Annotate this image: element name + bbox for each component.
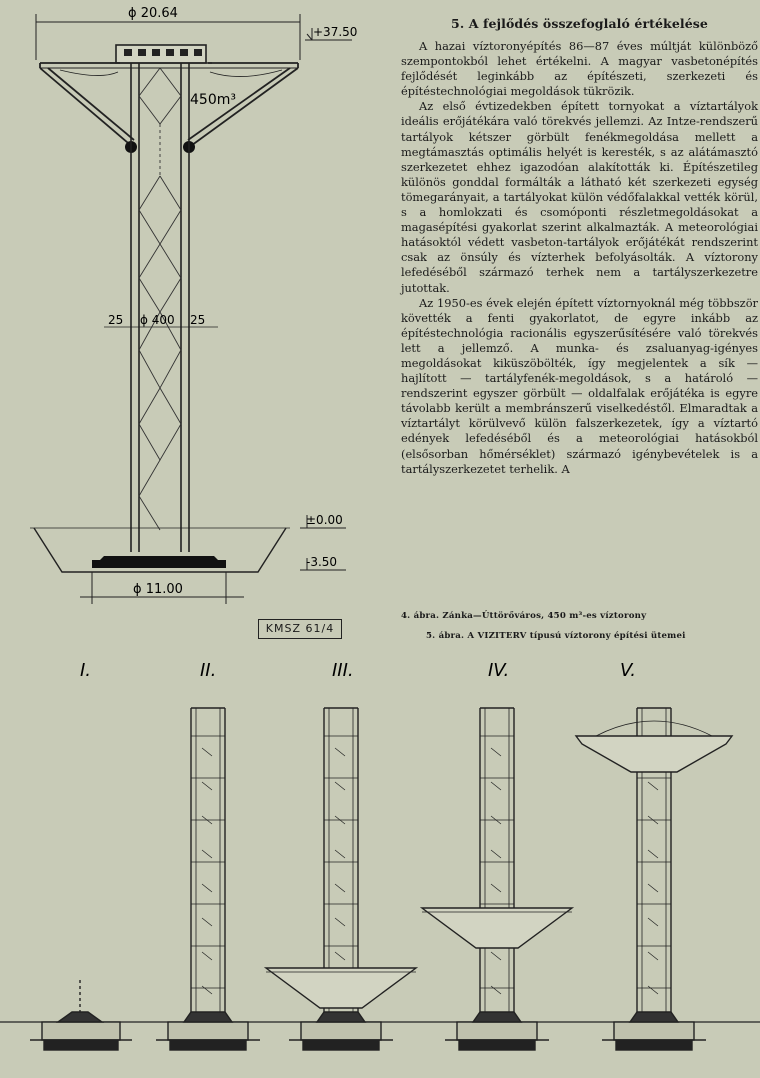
stage-label-3: III. — [332, 660, 354, 681]
paragraph-3: Az 1950-es évek elején épített víztornyoknál még többször követték a fenti gyakorlatot, de egyre inkább az építéstechnológia racionális egyszerűsítésére való törekvés lett a jellemző. A munka- és zsaluanyag-igényes megoldásokat kiküszöbölték, így megjelentek a sík — hajlított — tartályfenék-megoldások, s a határoló — rendszerint egyszer görbült — oldalfalak erőjátéka is egyre távolabb került a membránszerű viselkedéstől. Elmaradtak a víztartályt körülvevő külön falszerkezetek, így a víztartó edények lefedéséből és a meteorológiai hatásokból (elsősorban hőmérséklet) származó igénybevételek is a tartályszerkezetet terhelik. A — [401, 295, 758, 476]
dim-foundation-diameter: ϕ 11.00 — [133, 582, 183, 597]
construction-stages-drawing — [0, 650, 760, 1078]
stage-label-1: I. — [80, 660, 92, 681]
paragraph-1: A hazai víztoronyépítés 86—87 éves múltját különböző szempontokból lehet értékelni. A magyar vasbetonépítés fejlődését leginkább az építészeti, szerkezeti és építéstechnológiai megoldások tükrözik. — [401, 39, 758, 99]
shaft-diameter: ϕ 400 — [140, 313, 175, 327]
figure-4-caption: 4. ábra. Zánka—Úttörőváros, 450 m³-es víztorony — [401, 611, 647, 621]
tank-body — [40, 63, 298, 148]
stage-2-drawing — [156, 708, 260, 1050]
stage-4-drawing — [422, 708, 572, 1050]
section-heading: 5. A fejlődés összefoglaló értékelése — [451, 16, 708, 31]
stage-1-drawing — [30, 980, 132, 1050]
stage-label-2: II. — [200, 660, 217, 681]
shaft-staircase — [139, 68, 181, 530]
paragraph-2: Az első évtizedekben épített tornyokat a víztartályok ideális erőjátékára való törekvés jellemzi. Az Intze-rendszerű tartályok kétszer görbült fenékmegoldása mellett a megtámasztás optimális helyét is keresték, s az alátámasztó szerkezetet ehhez igazodóan alakították ki. Építészetileg különös gonddal formálták a látható két szerkezeti egység tömegarányait, a tartályokat külön védőfalakkal vették körül, s a homlokzati és csomóponti részletmegoldásokat a magasépítési gyakorlat szerint alkalmazták. A meteorológiai hatásoktól védett vasbeton-tartályok erőjátékát rendszerint csak az önsúly és vízterhek befolyásolták. A víztorony lefedéséből származó terhek nem a tartályszerkezetre jutottak. — [401, 99, 758, 295]
level-top: +37.50 — [313, 25, 358, 39]
drawing-stamp: KMSZ 61/4 — [258, 619, 342, 639]
dim-tank-diameter: ϕ 20.64 — [128, 6, 178, 21]
article-column — [401, 10, 758, 477]
level-ground: ±0.00 — [306, 513, 343, 527]
tank-volume-label: 450m³ — [190, 92, 236, 108]
water-tower-elevation-drawing — [0, 0, 400, 640]
wall-thickness-left: 25 — [108, 313, 124, 327]
level-foundation: -3.50 — [306, 555, 338, 569]
wall-thickness-right: 25 — [190, 313, 206, 327]
stage-label-4: IV. — [488, 660, 510, 681]
stage-5-drawing — [576, 708, 732, 1050]
stage-label-5: V. — [620, 660, 636, 681]
stage-3-drawing — [266, 708, 416, 1050]
foundation-slab — [92, 556, 226, 568]
figure-5-caption: 5. ábra. A VIZITERV típusú víztorony építési ütemei — [426, 631, 686, 641]
